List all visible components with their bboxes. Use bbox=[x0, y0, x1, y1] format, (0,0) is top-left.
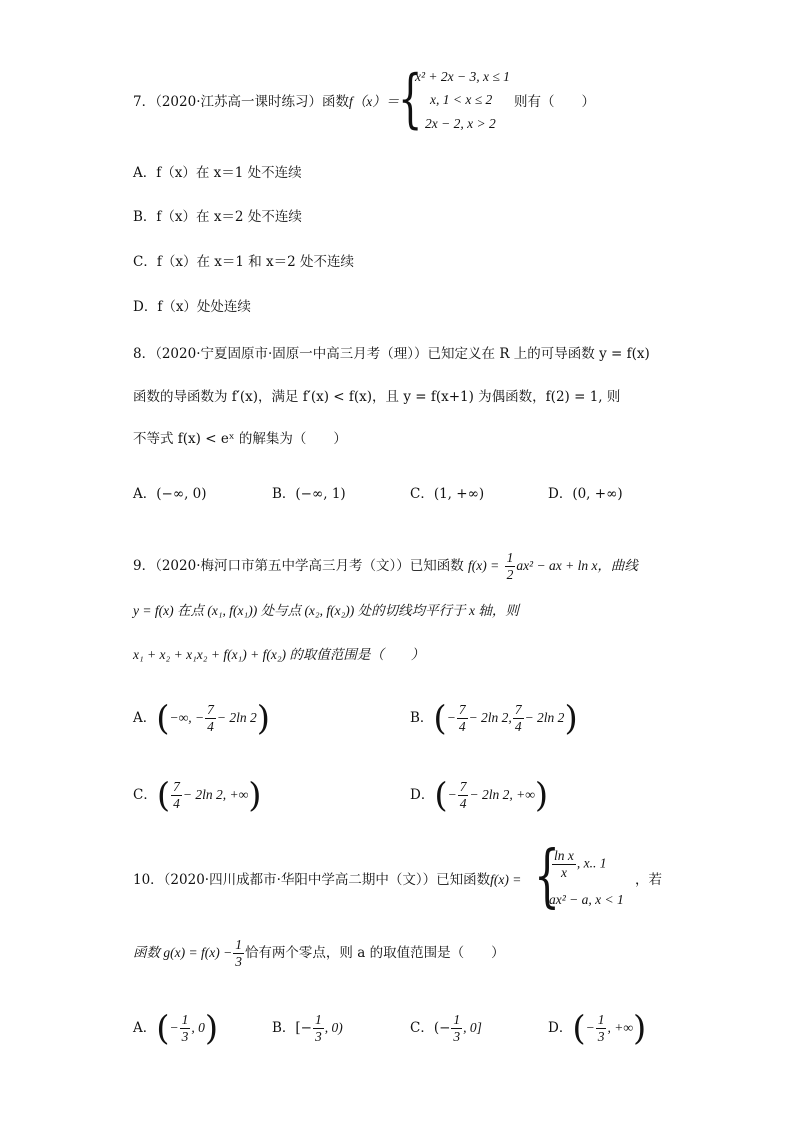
q10-opt-c-post: , 0] bbox=[463, 1020, 482, 1035]
q10-case-2: ax² − a, x < 1 bbox=[549, 892, 624, 907]
q10-option-b bbox=[272, 1010, 343, 1046]
q9-opt-b-rparen: ) bbox=[564, 698, 578, 739]
q9-opt-d-lparen: ( bbox=[434, 775, 448, 816]
q7-case-2: x, 1 < x ≤ 2 bbox=[430, 92, 493, 107]
q9-opt-d-num: 7 bbox=[459, 779, 467, 794]
q10-source: 10．（2020·四川成都市·华阳中学高二期中（文））已知函数 bbox=[133, 872, 491, 888]
q9-func-rest: ax² − ax + ln x，曲线 bbox=[516, 558, 638, 573]
q10-line-2 bbox=[133, 935, 505, 971]
q9-opt-a-rparen: ) bbox=[256, 698, 270, 739]
q10-option-c bbox=[410, 1010, 482, 1046]
q9-opt-a-den: 4 bbox=[207, 719, 214, 734]
q8-option-c: C．(1, +∞) bbox=[410, 486, 485, 502]
q9-opt-c-label: C． bbox=[133, 787, 157, 803]
q10-frac-den: 3 bbox=[235, 954, 242, 969]
q9-opt-a-lparen: ( bbox=[156, 698, 170, 739]
q9-opt-d-label: D． bbox=[410, 787, 435, 803]
q9-option-a bbox=[133, 698, 270, 739]
q9-option-b bbox=[410, 698, 578, 739]
q7-option-a: A．f（x）在 x＝1 处不连续 bbox=[133, 165, 302, 181]
q10-line-1-tail: ，若 bbox=[635, 872, 662, 888]
q8-line-2: 函数的导函数为 f′(x)，满足 f′(x) < f(x)，且 y = f(x+1) 为偶函数，f(2) = 1, 则 bbox=[133, 389, 621, 405]
q9-opt-b-num-2: 7 bbox=[514, 702, 522, 717]
q9-opt-d-pre: − bbox=[447, 787, 457, 802]
q9-opt-b-pre: − bbox=[446, 710, 456, 725]
q10-option-d bbox=[548, 1008, 647, 1049]
q9-opt-b-den-2: 4 bbox=[514, 719, 522, 734]
q9-opt-b-num-1: 7 bbox=[458, 702, 466, 717]
q10-case-1-num: ln x bbox=[554, 848, 574, 863]
q10-case-1-cond: , x.. 1 bbox=[576, 855, 607, 871]
q10-frac-num: 1 bbox=[235, 937, 242, 952]
q10-case-1-frac bbox=[552, 848, 576, 881]
q10-opt-a-pre: − bbox=[169, 1020, 179, 1035]
q10-g-def: 函数 g(x) = f(x) − bbox=[133, 945, 233, 960]
q9-option-d bbox=[410, 775, 549, 816]
q7-tail: 则有（ ） bbox=[514, 94, 595, 110]
q9-opt-c-rparen: ) bbox=[248, 775, 262, 816]
q9-frac-num: 1 bbox=[506, 550, 514, 565]
q7-option-d: D．f（x）处处连续 bbox=[133, 299, 251, 315]
q9-opt-a-num: 7 bbox=[207, 702, 214, 717]
q7-func-label: f（x）＝ bbox=[349, 94, 400, 109]
q10-line-2-rest: 恰有两个零点，则 a 的取值范围是（ ） bbox=[244, 945, 505, 961]
q10-opt-b-den: 3 bbox=[315, 1029, 322, 1044]
q10-func-label: f(x) = bbox=[490, 872, 522, 887]
q9-opt-b-den-1: 4 bbox=[458, 719, 466, 734]
q9-opt-c-frac bbox=[171, 779, 182, 812]
q7-option-c: C．f（x）在 x＝1 和 x＝2 处不连续 bbox=[133, 254, 355, 270]
q10-opt-a-den: 3 bbox=[181, 1029, 189, 1044]
q8-option-d: D．(0, +∞) bbox=[548, 486, 623, 502]
q10-opt-c-den: 3 bbox=[453, 1029, 461, 1044]
q9-opt-a-pre: −∞, − bbox=[169, 710, 205, 725]
q9-opt-b-frac-2 bbox=[513, 702, 524, 735]
q9-opt-a-post: − 2ln 2 bbox=[216, 710, 257, 725]
q10-case-1 bbox=[551, 848, 607, 881]
q9-opt-d-post: − 2ln 2, +∞ bbox=[469, 787, 535, 802]
q10-opt-a-rparen: ) bbox=[204, 1008, 219, 1049]
q10-third-fraction bbox=[233, 937, 244, 970]
q10-opt-d-rparen: ) bbox=[632, 1008, 647, 1049]
q9-option-c bbox=[133, 775, 262, 816]
q8-option-a: A．(−∞, 0) bbox=[133, 486, 207, 502]
q9-half-fraction bbox=[505, 550, 516, 583]
q9-frac-den: 2 bbox=[506, 567, 514, 582]
q10-opt-d-post: , +∞ bbox=[607, 1020, 633, 1035]
q8-line-3: 不等式 f(x) < eˣ 的解集为（ ） bbox=[133, 431, 347, 447]
q10-opt-d-num: 1 bbox=[597, 1012, 605, 1027]
q10-option-a bbox=[133, 1008, 219, 1049]
q9-opt-a-frac bbox=[205, 702, 216, 735]
q10-opt-c-label: C．(− bbox=[410, 1020, 451, 1036]
q9-opt-d-rparen: ) bbox=[534, 775, 549, 816]
q9-opt-b-label: B． bbox=[410, 710, 434, 726]
q10-opt-c-frac bbox=[451, 1012, 462, 1045]
q7-case-1: x² + 2x − 3, x ≤ 1 bbox=[415, 69, 510, 84]
q9-opt-b-frac-1 bbox=[457, 702, 468, 735]
q10-opt-b-post: , 0) bbox=[324, 1020, 343, 1035]
q9-source: 9．（2020·梅河口市第五中学高三月考（文））已知函数 bbox=[133, 558, 464, 574]
q7-brace-icon: { bbox=[398, 62, 423, 136]
q10-opt-c-num: 1 bbox=[453, 1012, 461, 1027]
q10-opt-a-lparen: ( bbox=[156, 1008, 170, 1049]
q8-option-b: B．(−∞, 1) bbox=[272, 486, 346, 502]
q10-opt-d-label: D． bbox=[548, 1020, 573, 1036]
q7-option-b: B．f（x）在 x＝2 处不连续 bbox=[133, 209, 302, 225]
q9-opt-b-mid: − 2ln 2, bbox=[468, 710, 512, 725]
q9-line-1 bbox=[133, 548, 638, 584]
q9-opt-c-post: − 2ln 2, +∞ bbox=[182, 787, 249, 802]
q9-opt-c-den: 4 bbox=[173, 796, 180, 811]
q9-opt-c-num: 7 bbox=[173, 779, 180, 794]
q10-opt-b-num: 1 bbox=[315, 1012, 322, 1027]
q9-opt-b-lparen: ( bbox=[433, 698, 447, 739]
q9-func-label: f(x) = bbox=[468, 558, 500, 573]
q10-opt-b-label: B．[− bbox=[272, 1020, 312, 1036]
q10-opt-d-lparen: ( bbox=[572, 1008, 586, 1049]
q7-stem-text: 7．（2020·江苏高一课时练习）函数 bbox=[133, 94, 349, 110]
q10-opt-b-frac bbox=[313, 1012, 324, 1045]
q10-opt-a-frac bbox=[180, 1012, 191, 1045]
q10-opt-d-pre: − bbox=[585, 1020, 595, 1035]
q7-case-3: 2x − 2, x > 2 bbox=[425, 116, 496, 131]
q10-opt-a-post: , 0 bbox=[191, 1020, 205, 1035]
q8-line-1: 8．（2020·宁夏固原市·固原一中高三月考（理））已知定义在 R 上的可导函数 y = f(x) bbox=[133, 346, 650, 362]
q10-brace-icon: { bbox=[534, 837, 560, 916]
q10-line-1 bbox=[133, 870, 521, 890]
q9-opt-c-lparen: ( bbox=[156, 775, 171, 816]
q10-opt-d-den: 3 bbox=[597, 1029, 605, 1044]
q9-line-3: x₁ + x₂ + x₁x₂ + f(x₁) + f(x₂) 的取值范围是（ ） bbox=[133, 647, 425, 662]
q9-opt-b-post: − 2ln 2 bbox=[524, 710, 565, 725]
q10-opt-a-label: A． bbox=[133, 1020, 157, 1036]
q9-opt-d-frac bbox=[458, 779, 469, 812]
q10-case-1-den: x bbox=[560, 865, 567, 880]
q9-line-2: y = f(x) 在点 (x₁, f(x₁)) 处与点 (x₂, f(x₂)) 处的切线均平行于 x 轴，则 bbox=[133, 603, 519, 618]
q9-opt-d-den: 4 bbox=[459, 796, 467, 811]
q7-stem bbox=[133, 92, 399, 112]
q10-opt-d-frac bbox=[596, 1012, 607, 1045]
q10-opt-a-num: 1 bbox=[181, 1012, 189, 1027]
q9-opt-a-label: A． bbox=[133, 710, 157, 726]
